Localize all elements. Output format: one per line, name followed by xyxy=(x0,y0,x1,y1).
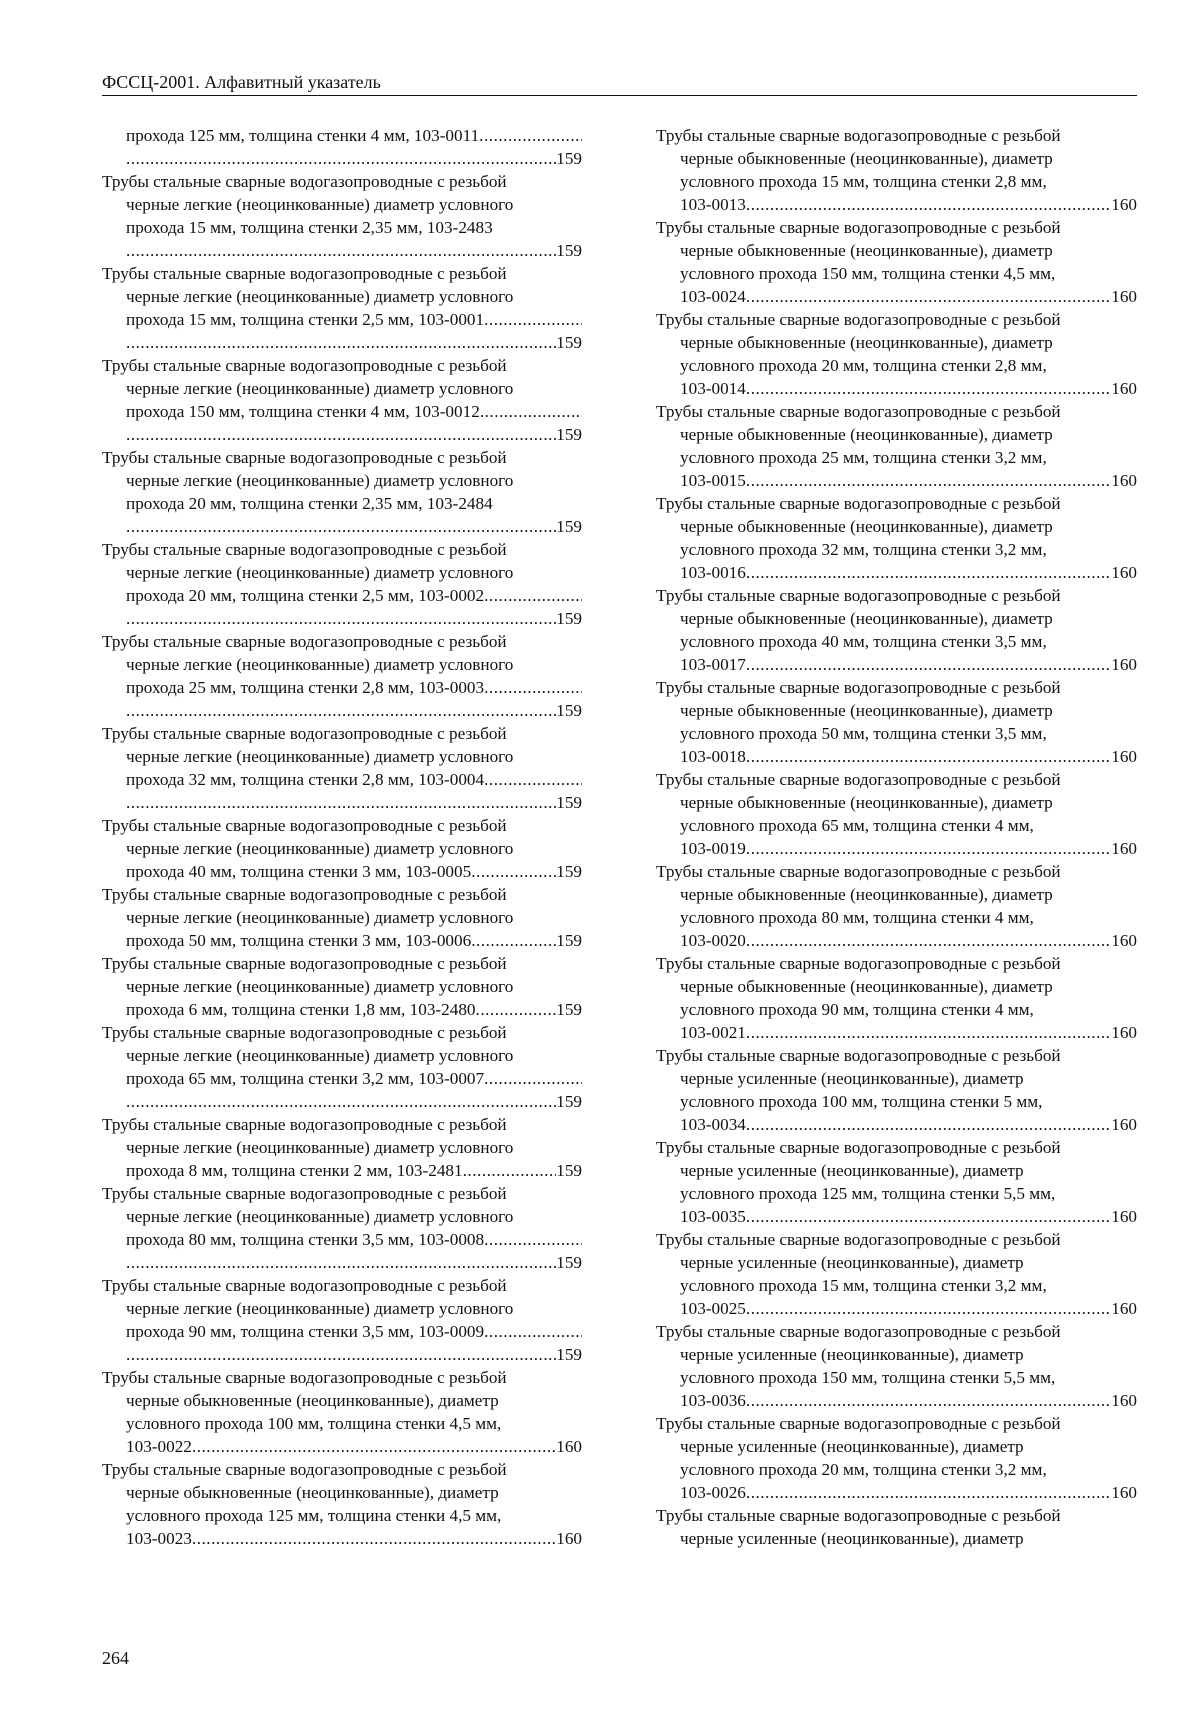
entry-page-ref: 160 xyxy=(1111,1115,1137,1134)
dot-leader xyxy=(746,1481,1111,1504)
entry-page-ref: 159 xyxy=(556,609,582,628)
index-column-left xyxy=(102,124,582,1550)
entry-page-ref: 159 xyxy=(556,1345,582,1364)
index-entry xyxy=(102,1366,582,1458)
entry-text-line: условного прохода 125 мм, толщина стенки 5,5 мм, xyxy=(680,1184,1056,1203)
entry-text-line: условного прохода 20 мм, толщина стенки 2,8 мм, xyxy=(680,356,1047,375)
entry-text-line: черные легкие (неоцинкованные) диаметр условного xyxy=(126,1207,514,1226)
entry-text-line: Трубы стальные сварные водогазопроводные с резьбой xyxy=(656,1322,1061,1341)
index-entry xyxy=(656,124,1137,216)
entry-page-ref: 159 xyxy=(556,1253,582,1272)
index-entry xyxy=(102,124,582,170)
entry-leader-row xyxy=(102,676,582,699)
entry-page-ref: 159 xyxy=(556,425,582,444)
entry-text-line: черные легкие (неоцинкованные) диаметр условного xyxy=(126,1299,514,1318)
dot-leader xyxy=(126,147,556,170)
entry-text-line: прохода 20 мм, толщина стенки 2,35 мм, 103-2484 xyxy=(126,494,493,513)
entry-text-line: 103-0034 xyxy=(680,1115,746,1134)
index-entry xyxy=(656,1228,1137,1320)
entry-leader-row xyxy=(656,193,1137,216)
entry-text-line: 103-0016 xyxy=(680,563,746,582)
dot-leader xyxy=(746,1297,1111,1320)
entry-text-line: условного прохода 80 мм, толщина стенки 4 мм, xyxy=(680,908,1034,927)
entry-text-line: черные обыкновенные (неоцинкованные), диаметр xyxy=(680,701,1053,720)
entry-text-line: черные обыкновенные (неоцинкованные), диаметр xyxy=(680,977,1053,996)
entry-text-line: черные обыкновенные (неоцинкованные), диаметр xyxy=(680,885,1053,904)
entry-text-line: прохода 40 мм, толщина стенки 3 мм, 103-0005 xyxy=(126,862,472,881)
dot-leader xyxy=(480,400,582,423)
entry-leader-row xyxy=(656,929,1137,952)
dot-leader xyxy=(484,584,582,607)
entry-text-line: Трубы стальные сварные водогазопроводные с резьбой xyxy=(102,1184,507,1203)
entry-leader-row xyxy=(102,1228,582,1251)
entry-text-line: черные легкие (неоцинкованные) диаметр условного xyxy=(126,839,514,858)
entry-page-ref: 160 xyxy=(1111,195,1137,214)
dot-leader xyxy=(484,1228,582,1251)
entry-text-line: прохода 25 мм, толщина стенки 2,8 мм, 103-0003 xyxy=(126,678,485,697)
index-column-right xyxy=(656,124,1137,1550)
entry-page-ref: 160 xyxy=(1111,1207,1137,1226)
entry-text-line: Трубы стальные сварные водогазопроводные с резьбой xyxy=(102,885,507,904)
dot-leader xyxy=(126,1343,556,1366)
index-entry xyxy=(656,1320,1137,1412)
entry-page-ref: 160 xyxy=(1111,1483,1137,1502)
dot-leader xyxy=(746,1389,1111,1412)
index-entry xyxy=(656,860,1137,952)
dot-leader xyxy=(126,1090,556,1113)
entry-page-ref: 160 xyxy=(556,1529,582,1548)
entry-text-line: условного прохода 100 мм, толщина стенки 4,5 мм, xyxy=(126,1414,502,1433)
dot-leader xyxy=(471,929,556,952)
entry-leader-row xyxy=(656,1205,1137,1228)
entry-leader-row xyxy=(102,147,582,170)
index-entry xyxy=(656,768,1137,860)
entry-leader-row xyxy=(102,1067,582,1090)
dot-leader xyxy=(746,377,1111,400)
dot-leader xyxy=(126,699,556,722)
entry-leader-row xyxy=(656,745,1137,768)
entry-text-line: условного прохода 40 мм, толщина стенки 3,5 мм, xyxy=(680,632,1047,651)
entry-text-line: черные обыкновенные (неоцинкованные), диаметр xyxy=(680,333,1053,352)
index-entry xyxy=(656,492,1137,584)
page-header-title: ФССЦ-2001. Алфавитный указатель xyxy=(102,72,381,92)
entry-text-line: 103-0013 xyxy=(680,195,746,214)
entry-text-line: Трубы стальные сварные водогазопроводные с резьбой xyxy=(656,1414,1061,1433)
entry-leader-row xyxy=(102,1159,582,1182)
entry-text-line: прохода 15 мм, толщина стенки 2,5 мм, 103-0001 xyxy=(126,310,485,329)
entry-text-line: черные легкие (неоцинкованные) диаметр условного xyxy=(126,563,514,582)
entry-leader-row xyxy=(102,1435,582,1458)
entry-leader-row xyxy=(102,607,582,630)
entry-text-line: Трубы стальные сварные водогазопроводные с резьбой xyxy=(656,678,1061,697)
index-entry xyxy=(102,1113,582,1182)
index-entry xyxy=(656,1412,1137,1504)
entry-text-line: Трубы стальные сварные водогазопроводные с резьбой xyxy=(102,356,507,375)
entry-leader-row xyxy=(102,791,582,814)
entry-text-line: условного прохода 20 мм, толщина стенки 3,2 мм, xyxy=(680,1460,1047,1479)
entry-page-ref: 160 xyxy=(1111,1391,1137,1410)
entry-leader-row xyxy=(102,1527,582,1550)
entry-leader-row xyxy=(656,561,1137,584)
entry-text-line: черные усиленные (неоцинкованные), диаметр xyxy=(680,1253,1024,1272)
entry-text-line: черные легкие (неоцинкованные) диаметр условного xyxy=(126,747,514,766)
index-entry xyxy=(656,1504,1137,1550)
entry-page-ref: 159 xyxy=(556,1092,582,1111)
entry-leader-row xyxy=(102,239,582,262)
dot-leader xyxy=(126,331,556,354)
index-entry xyxy=(656,400,1137,492)
entry-page-ref: 159 xyxy=(556,517,582,536)
dot-leader xyxy=(746,929,1111,952)
dot-leader xyxy=(746,745,1111,768)
entry-text-line: Трубы стальные сварные водогазопроводные с резьбой xyxy=(656,310,1061,329)
entry-text-line: условного прохода 15 мм, толщина стенки 2,8 мм, xyxy=(680,172,1047,191)
index-entry xyxy=(656,1044,1137,1136)
dot-leader xyxy=(746,1021,1111,1044)
entry-text-line: прохода 15 мм, толщина стенки 2,35 мм, 103-2483 xyxy=(126,218,493,237)
entry-leader-row xyxy=(656,377,1137,400)
entry-text-line: прохода 150 мм, толщина стенки 4 мм, 103-0012 xyxy=(126,402,480,421)
entry-text-line: прохода 90 мм, толщина стенки 3,5 мм, 103-0009 xyxy=(126,1322,485,1341)
entry-text-line: Трубы стальные сварные водогазопроводные с резьбой xyxy=(656,1046,1061,1065)
entry-leader-row xyxy=(656,1481,1137,1504)
dot-leader xyxy=(746,561,1111,584)
entry-text-line: черные легкие (неоцинкованные) диаметр условного xyxy=(126,379,514,398)
dot-leader xyxy=(746,837,1111,860)
entry-leader-row xyxy=(102,998,582,1021)
index-entry xyxy=(102,446,582,538)
entry-text-line: прохода 65 мм, толщина стенки 3,2 мм, 103-0007 xyxy=(126,1069,485,1088)
entry-leader-row xyxy=(102,1320,582,1343)
entry-text-line: черные обыкновенные (неоцинкованные), диаметр xyxy=(680,241,1053,260)
entry-leader-row xyxy=(102,860,582,883)
entry-page-ref: 160 xyxy=(556,1437,582,1456)
entry-page-ref: 159 xyxy=(556,701,582,720)
entry-page-ref: 160 xyxy=(1111,747,1137,766)
entry-text-line: черные легкие (неоцинкованные) диаметр условного xyxy=(126,287,514,306)
entry-page-ref: 159 xyxy=(556,1000,582,1019)
entry-leader-row xyxy=(656,1113,1137,1136)
entry-text-line: Трубы стальные сварные водогазопроводные с резьбой xyxy=(102,954,507,973)
entry-text-line: Трубы стальные сварные водогазопроводные с резьбой xyxy=(656,494,1061,513)
entry-text-line: условного прохода 150 мм, толщина стенки 4,5 мм, xyxy=(680,264,1056,283)
entry-page-ref: 159 xyxy=(556,862,582,881)
entry-leader-row xyxy=(102,423,582,446)
entry-text-line: Трубы стальные сварные водогазопроводные с резьбой xyxy=(102,1460,507,1479)
entry-text-line: 103-0023 xyxy=(126,1529,192,1548)
dot-leader xyxy=(484,1320,582,1343)
page-number: 264 xyxy=(102,1648,129,1668)
entry-text-line: прохода 125 мм, толщина стенки 4 мм, 103-0011 xyxy=(126,126,480,145)
index-entry xyxy=(102,262,582,354)
entry-leader-row xyxy=(656,1389,1137,1412)
entry-text-line: прохода 6 мм, толщина стенки 1,8 мм, 103-2480 xyxy=(126,1000,476,1019)
entry-text-line: условного прохода 32 мм, толщина стенки 3,2 мм, xyxy=(680,540,1047,559)
entry-text-line: прохода 32 мм, толщина стенки 2,8 мм, 103-0004 xyxy=(126,770,485,789)
entry-text-line: Трубы стальные сварные водогазопроводные с резьбой xyxy=(656,1230,1061,1249)
entry-text-line: 103-0021 xyxy=(680,1023,746,1042)
entry-text-line: черные усиленные (неоцинкованные), диаметр xyxy=(680,1069,1024,1088)
entry-leader-row xyxy=(102,584,582,607)
entry-page-ref: 159 xyxy=(556,931,582,950)
entry-text-line: Трубы стальные сварные водогазопроводные с резьбой xyxy=(656,218,1061,237)
entry-page-ref: 160 xyxy=(1111,839,1137,858)
entry-leader-row xyxy=(102,515,582,538)
entry-text-line: 103-0022 xyxy=(126,1437,192,1456)
entry-page-ref: 160 xyxy=(1111,563,1137,582)
dot-leader xyxy=(471,860,556,883)
entry-text-line: черные обыкновенные (неоцинкованные), диаметр xyxy=(126,1483,499,1502)
entry-text-line: Трубы стальные сварные водогазопроводные с резьбой xyxy=(656,126,1061,145)
entry-text-line: черные легкие (неоцинкованные) диаметр условного xyxy=(126,1046,514,1065)
dot-leader xyxy=(484,676,582,699)
entry-text-line: черные усиленные (неоцинкованные), диаметр xyxy=(680,1161,1024,1180)
entry-text-line: прохода 80 мм, толщина стенки 3,5 мм, 103-0008 xyxy=(126,1230,485,1249)
entry-text-line: 103-0020 xyxy=(680,931,746,950)
entry-leader-row xyxy=(102,768,582,791)
entry-text-line: 103-0024 xyxy=(680,287,746,306)
entry-page-ref: 160 xyxy=(1111,379,1137,398)
entry-text-line: условного прохода 100 мм, толщина стенки 5 мм, xyxy=(680,1092,1043,1111)
entry-text-line: Трубы стальные сварные водогазопроводные с резьбой xyxy=(656,1506,1061,1525)
dot-leader xyxy=(484,1067,582,1090)
dot-leader xyxy=(746,1113,1111,1136)
entry-leader-row xyxy=(102,699,582,722)
entry-text-line: черные легкие (неоцинкованные) диаметр условного xyxy=(126,195,514,214)
entry-text-line: 103-0017 xyxy=(680,655,746,674)
index-entry xyxy=(656,308,1137,400)
entry-leader-row xyxy=(102,308,582,331)
entry-leader-row xyxy=(102,124,582,147)
entry-text-line: черные усиленные (неоцинкованные), диаметр xyxy=(680,1529,1024,1548)
entry-text-line: 103-0026 xyxy=(680,1483,746,1502)
entry-page-ref: 159 xyxy=(556,241,582,260)
index-entry xyxy=(656,1136,1137,1228)
entry-text-line: Трубы стальные сварные водогазопроводные с резьбой xyxy=(102,1115,507,1134)
index-entry xyxy=(102,354,582,446)
entry-leader-row xyxy=(102,929,582,952)
dot-leader xyxy=(746,653,1111,676)
dot-leader xyxy=(126,1251,556,1274)
entry-text-line: черные обыкновенные (неоцинкованные), диаметр xyxy=(680,425,1053,444)
dot-leader xyxy=(463,1159,557,1182)
entry-page-ref: 160 xyxy=(1111,1023,1137,1042)
entry-text-line: Трубы стальные сварные водогазопроводные с резьбой xyxy=(656,1138,1061,1157)
entry-leader-row xyxy=(102,331,582,354)
index-entry xyxy=(102,170,582,262)
entry-text-line: 103-0036 xyxy=(680,1391,746,1410)
entry-leader-row xyxy=(656,1297,1137,1320)
entry-text-line: черные легкие (неоцинкованные) диаметр условного xyxy=(126,655,514,674)
entry-leader-row xyxy=(102,1343,582,1366)
entry-text-line: прохода 50 мм, толщина стенки 3 мм, 103-0006 xyxy=(126,931,472,950)
entry-text-line: черные обыкновенные (неоцинкованные), диаметр xyxy=(680,609,1053,628)
entry-text-line: Трубы стальные сварные водогазопроводные с резьбой xyxy=(102,724,507,743)
index-entry xyxy=(102,1458,582,1550)
entry-text-line: Трубы стальные сварные водогазопроводные с резьбой xyxy=(102,1276,507,1295)
dot-leader xyxy=(484,308,582,331)
dot-leader xyxy=(192,1435,556,1458)
dot-leader xyxy=(192,1527,556,1550)
index-entry xyxy=(102,630,582,722)
dot-leader xyxy=(126,791,556,814)
entry-text-line: условного прохода 25 мм, толщина стенки 3,2 мм, xyxy=(680,448,1047,467)
index-entry xyxy=(102,814,582,883)
entry-text-line: прохода 8 мм, толщина стенки 2 мм, 103-2481 xyxy=(126,1161,463,1180)
entry-text-line: Трубы стальные сварные водогазопроводные с резьбой xyxy=(102,172,507,191)
entry-text-line: черные обыкновенные (неоцинкованные), диаметр xyxy=(680,517,1053,536)
entry-text-line: Трубы стальные сварные водогазопроводные с резьбой xyxy=(102,1368,507,1387)
index-entry xyxy=(656,952,1137,1044)
entry-page-ref: 159 xyxy=(556,1161,582,1180)
entry-leader-row xyxy=(656,1021,1137,1044)
entry-page-ref: 160 xyxy=(1111,1299,1137,1318)
index-entry xyxy=(102,1274,582,1366)
index-entry xyxy=(656,676,1137,768)
entry-text-line: Трубы стальные сварные водогазопроводные с резьбой xyxy=(656,586,1061,605)
entry-leader-row xyxy=(656,469,1137,492)
entry-text-line: черные легкие (неоцинкованные) диаметр условного xyxy=(126,908,514,927)
entry-text-line: 103-0014 xyxy=(680,379,746,398)
entry-text-line: прохода 20 мм, толщина стенки 2,5 мм, 103-0002 xyxy=(126,586,485,605)
entry-text-line: черные усиленные (неоцинкованные), диаметр xyxy=(680,1345,1024,1364)
entry-text-line: Трубы стальные сварные водогазопроводные с резьбой xyxy=(102,632,507,651)
entry-text-line: 103-0018 xyxy=(680,747,746,766)
entry-text-line: условного прохода 90 мм, толщина стенки 4 мм, xyxy=(680,1000,1034,1019)
entry-page-ref: 160 xyxy=(1111,471,1137,490)
dot-leader xyxy=(126,423,556,446)
entry-text-line: Трубы стальные сварные водогазопроводные с резьбой xyxy=(656,402,1061,421)
dot-leader xyxy=(126,515,556,538)
index-entry xyxy=(102,1021,582,1113)
index-entry xyxy=(102,538,582,630)
index-entry xyxy=(656,584,1137,676)
dot-leader xyxy=(484,768,582,791)
entry-leader-row xyxy=(102,400,582,423)
entry-text-line: Трубы стальные сварные водогазопроводные с резьбой xyxy=(102,448,507,467)
entry-text-line: Трубы стальные сварные водогазопроводные с резьбой xyxy=(102,264,507,283)
dot-leader xyxy=(126,239,556,262)
dot-leader xyxy=(479,124,582,147)
entry-text-line: условного прохода 150 мм, толщина стенки 5,5 мм, xyxy=(680,1368,1056,1387)
index-entry xyxy=(102,883,582,952)
entry-page-ref: 160 xyxy=(1111,287,1137,306)
entry-text-line: черные обыкновенные (неоцинкованные), диаметр xyxy=(680,149,1053,168)
dot-leader xyxy=(126,607,556,630)
dot-leader xyxy=(746,469,1111,492)
entry-text-line: Трубы стальные сварные водогазопроводные с резьбой xyxy=(102,540,507,559)
entry-text-line: условного прохода 15 мм, толщина стенки 3,2 мм, xyxy=(680,1276,1047,1295)
entry-text-line: черные легкие (неоцинкованные) диаметр условного xyxy=(126,471,514,490)
entry-text-line: черные усиленные (неоцинкованные), диаметр xyxy=(680,1437,1024,1456)
entry-text-line: Трубы стальные сварные водогазопроводные с резьбой xyxy=(102,816,507,835)
entry-text-line: условного прохода 50 мм, толщина стенки 3,5 мм, xyxy=(680,724,1047,743)
entry-text-line: условного прохода 65 мм, толщина стенки 4 мм, xyxy=(680,816,1034,835)
entry-page-ref: 159 xyxy=(556,333,582,352)
entry-text-line: Трубы стальные сварные водогазопроводные с резьбой xyxy=(656,862,1061,881)
entry-text-line: черные легкие (неоцинкованные) диаметр условного xyxy=(126,1138,514,1157)
entry-text-line: 103-0015 xyxy=(680,471,746,490)
entry-text-line: 103-0025 xyxy=(680,1299,746,1318)
entry-text-line: черные обыкновенные (неоцинкованные), диаметр xyxy=(126,1391,499,1410)
dot-leader xyxy=(746,285,1111,308)
entry-leader-row xyxy=(656,653,1137,676)
dot-leader xyxy=(746,193,1111,216)
entry-text-line: Трубы стальные сварные водогазопроводные с резьбой xyxy=(656,954,1061,973)
entry-page-ref: 159 xyxy=(556,149,582,168)
entry-text-line: 103-0035 xyxy=(680,1207,746,1226)
index-entry xyxy=(102,1182,582,1274)
entry-text-line: условного прохода 125 мм, толщина стенки 4,5 мм, xyxy=(126,1506,502,1525)
page-header xyxy=(102,72,1137,96)
entry-text-line: Трубы стальные сварные водогазопроводные с резьбой xyxy=(102,1023,507,1042)
entry-page-ref: 160 xyxy=(1111,931,1137,950)
entry-leader-row xyxy=(656,837,1137,860)
entry-leader-row xyxy=(102,1090,582,1113)
index-entry xyxy=(102,952,582,1021)
entry-leader-row xyxy=(102,1251,582,1274)
entry-page-ref: 159 xyxy=(556,793,582,812)
dot-leader xyxy=(746,1205,1111,1228)
index-entry xyxy=(102,722,582,814)
entry-text-line: 103-0019 xyxy=(680,839,746,858)
dot-leader xyxy=(476,998,557,1021)
entry-text-line: черные легкие (неоцинкованные) диаметр условного xyxy=(126,977,514,996)
index-entry xyxy=(656,216,1137,308)
entry-leader-row xyxy=(656,285,1137,308)
entry-page-ref: 160 xyxy=(1111,655,1137,674)
entry-text-line: Трубы стальные сварные водогазопроводные с резьбой xyxy=(656,770,1061,789)
entry-text-line: черные обыкновенные (неоцинкованные), диаметр xyxy=(680,793,1053,812)
